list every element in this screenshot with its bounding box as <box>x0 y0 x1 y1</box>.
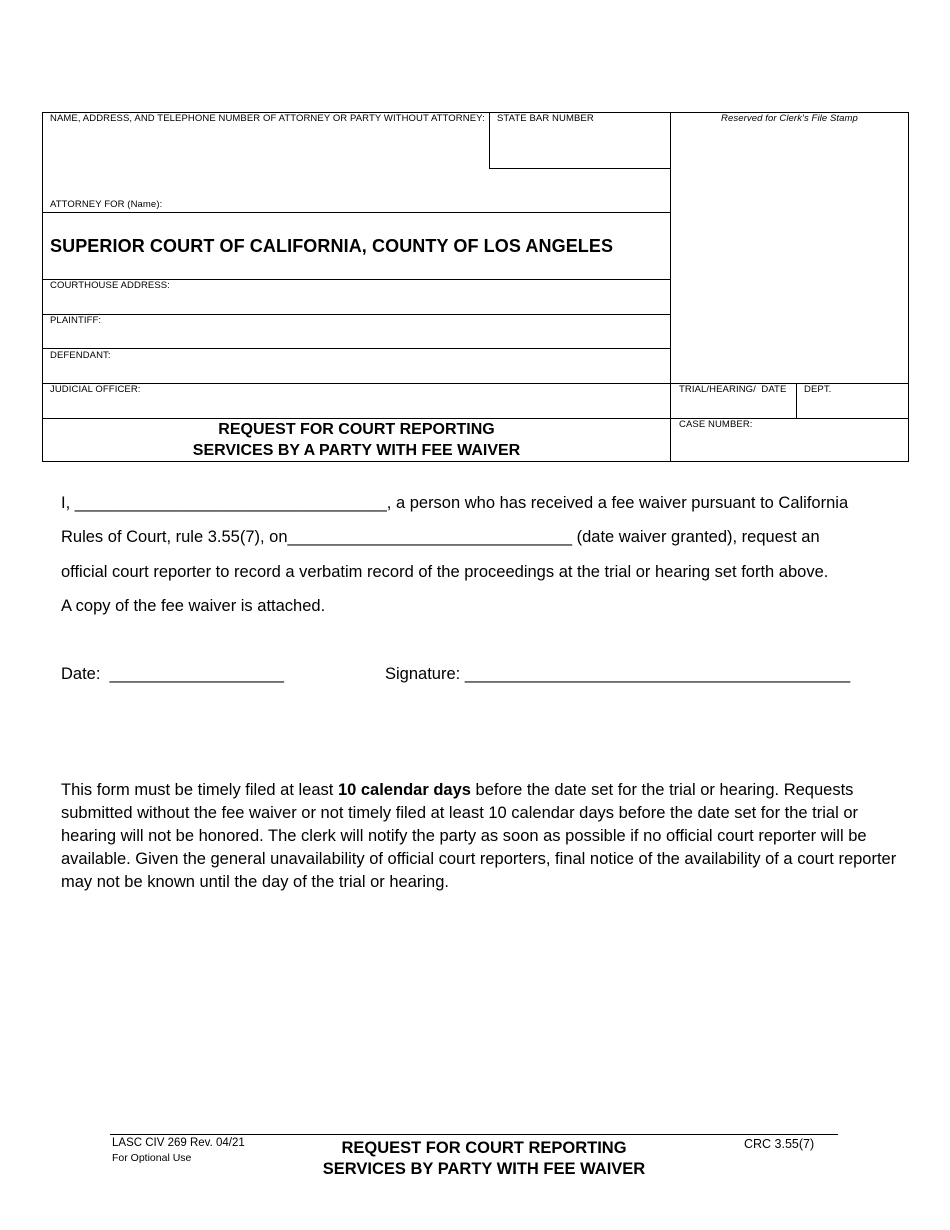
stamp-column-divider <box>670 112 671 462</box>
date-line <box>61 665 284 684</box>
request-line-1 <box>61 494 848 513</box>
footer-title <box>280 1138 688 1180</box>
footer-rule <box>110 1134 838 1135</box>
notice-part-1: This form must be timely filed at least <box>61 781 338 799</box>
request-line-1-start: I, <box>61 494 75 512</box>
defendant-label: DEFENDANT: <box>50 350 111 361</box>
state-bar-divider <box>489 112 490 169</box>
footer-title-line1: REQUEST FOR COURT REPORTING <box>341 1139 627 1157</box>
rule-defendant <box>42 348 671 349</box>
dept-label: DEPT. <box>804 384 832 395</box>
request-line-2 <box>61 528 820 547</box>
name-blank[interactable]: __________________________________ <box>74 494 387 512</box>
clerk-stamp-label: Reserved for Clerk's File Stamp <box>721 113 858 124</box>
attorney-label: NAME, ADDRESS, AND TELEPHONE NUMBER OF ATTORNEY OR PARTY WITHOUT ATTORNEY: <box>50 113 485 124</box>
form-number: LASC CIV 269 Rev. 04/21 <box>112 1137 245 1149</box>
rule-court <box>42 212 671 213</box>
optional-use: For Optional Use <box>112 1152 192 1164</box>
filing-notice <box>61 779 897 894</box>
waiver-date-blank[interactable]: _______________________________ <box>287 528 573 546</box>
case-number-label: CASE NUMBER: <box>679 419 753 430</box>
dept-divider <box>796 383 797 419</box>
form-title-line1: REQUEST FOR COURT REPORTING <box>218 421 495 438</box>
plaintiff-label: PLAINTIFF: <box>50 315 102 326</box>
request-line-1-end: , a person who has received a fee waiver pursuant to California <box>386 494 849 512</box>
attorney-for-label: ATTORNEY FOR (Name): <box>50 199 163 210</box>
footer-rule-reference: CRC 3.55(7) <box>744 1137 815 1151</box>
notice-bold: 10 calendar days <box>337 781 471 799</box>
notice-part-2: before the date set for the trial or hearing. Requests submitted without the fee waiver or not timely filed at least 10 calendar days before the date set for the trial or hearing will not be honored. The clerk will notify the party as soon as possible if no official court reporter will be available. Given the general unavailability of official court reporters, final notice of the availability of a court reporter may not be known until the day of the trial or hearing. <box>61 781 897 891</box>
rule-plaintiff <box>42 314 671 315</box>
footer-form-info <box>112 1136 245 1166</box>
trial-date-label: TRIAL/HEARING/ DATE <box>679 384 787 395</box>
caption-box <box>42 112 909 462</box>
signature-label: Signature: <box>385 665 461 683</box>
court-title: SUPERIOR COURT OF CALIFORNIA, COUNTY OF LOS ANGELES <box>50 236 614 256</box>
request-line-2-start: Rules of Court, rule 3.55(7), on <box>61 528 288 546</box>
courthouse-address-label: COURTHOUSE ADDRESS: <box>50 280 170 291</box>
form-title <box>43 419 670 461</box>
signature-line <box>385 665 850 684</box>
state-bar-label: STATE BAR NUMBER <box>497 113 594 124</box>
date-blank[interactable]: ___________________ <box>109 665 284 683</box>
state-bar-bottom <box>489 168 671 169</box>
request-line-4: A copy of the fee waiver is attached. <box>61 597 326 615</box>
date-label: Date: <box>61 665 101 683</box>
request-line-2-end: (date waiver granted), request an <box>572 528 820 546</box>
signature-blank[interactable]: __________________________________________ <box>464 665 851 683</box>
request-line-3: official court reporter to record a verbatim record of the proceedings at the trial or hearing set forth above. <box>61 563 829 581</box>
form-title-line2: SERVICES BY A PARTY WITH FEE WAIVER <box>192 442 521 459</box>
footer-title-line2: SERVICES BY PARTY WITH FEE WAIVER <box>322 1160 646 1178</box>
judicial-officer-label: JUDICIAL OFFICER: <box>50 384 141 395</box>
